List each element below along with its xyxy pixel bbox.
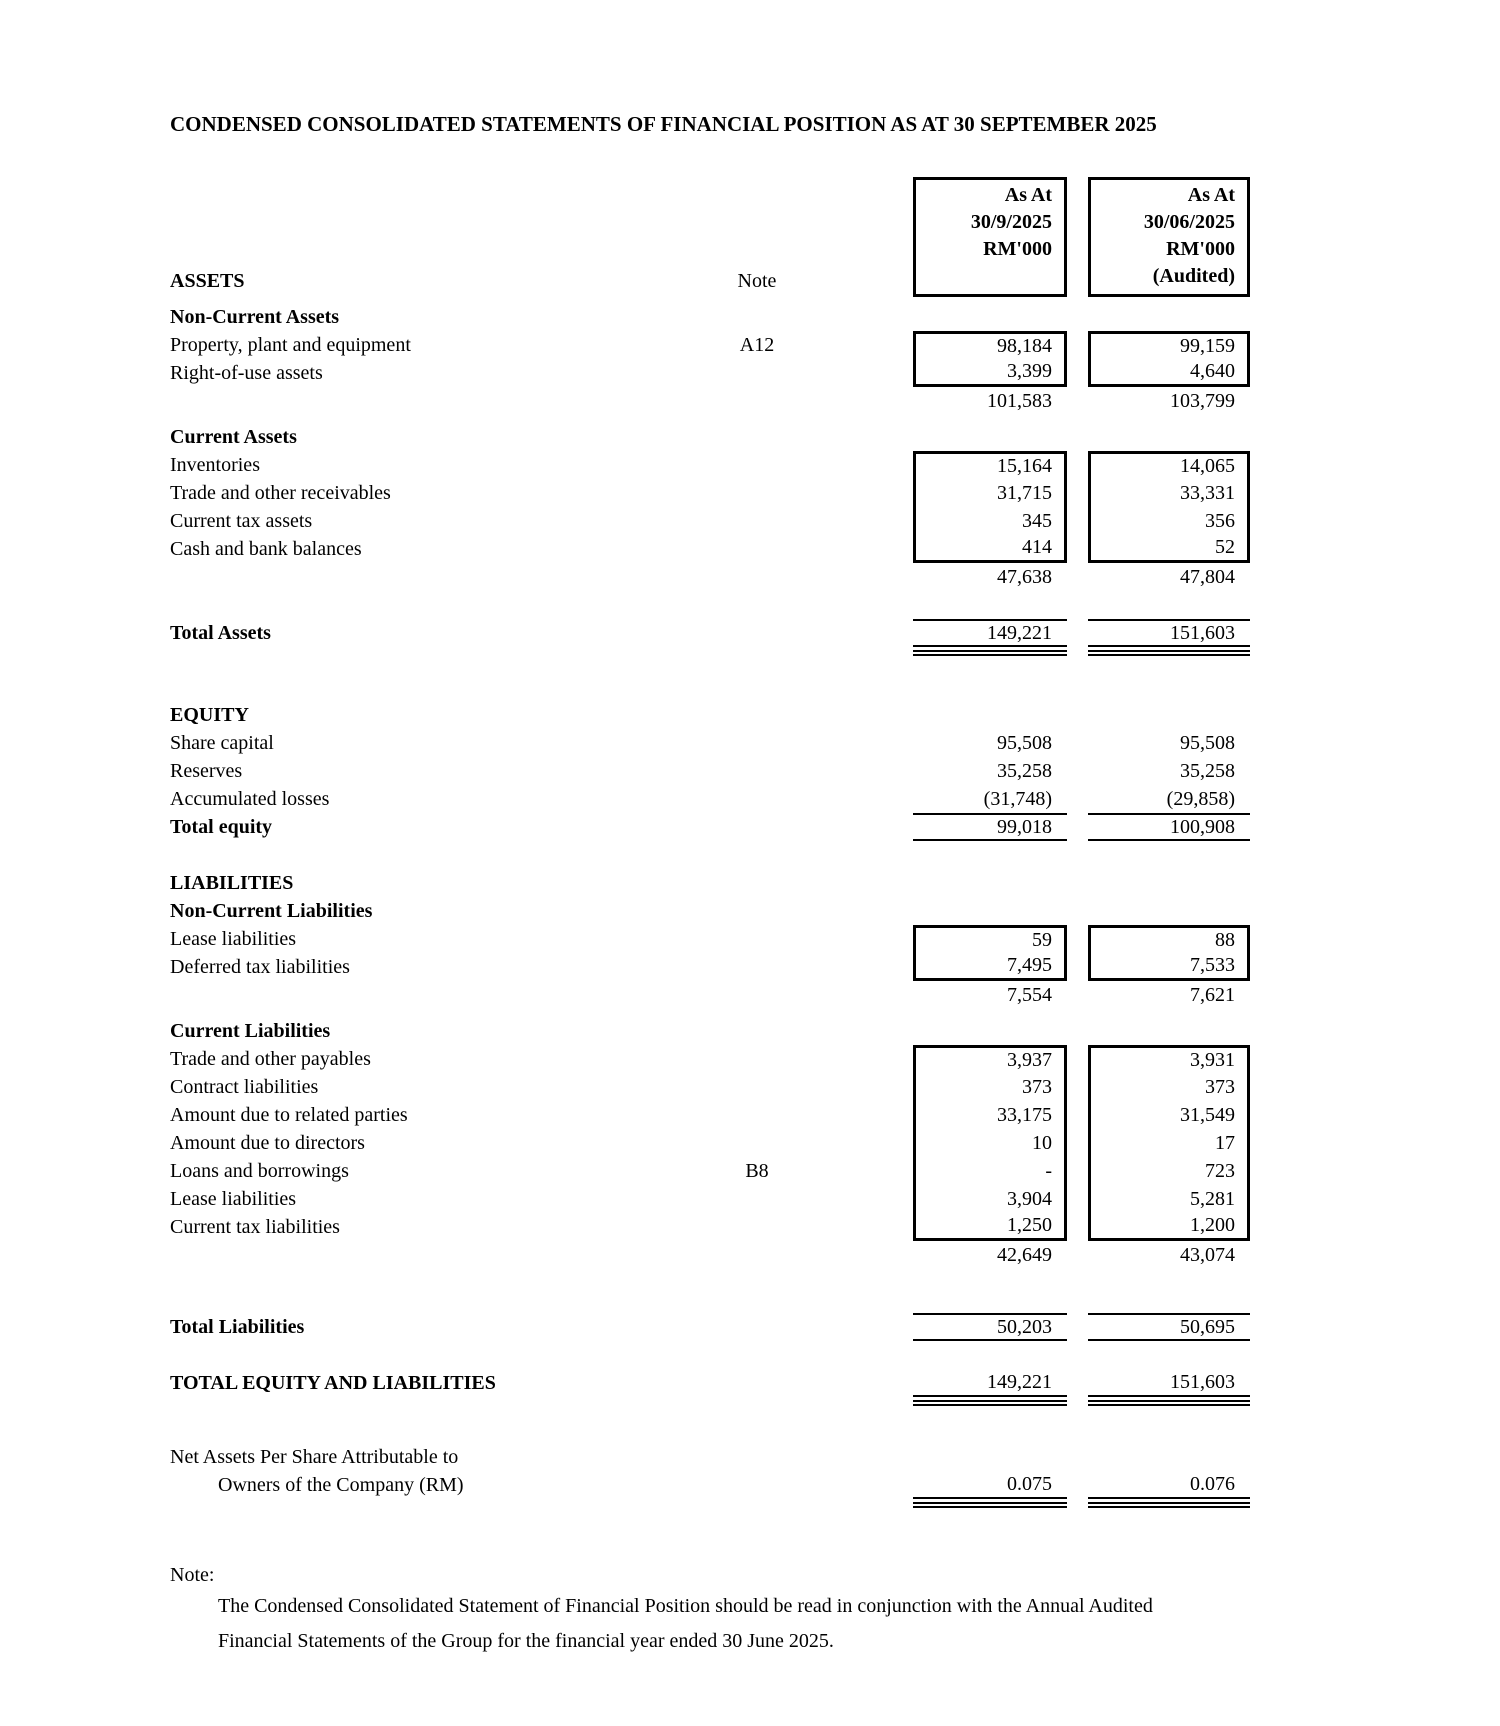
table-row <box>170 535 1500 563</box>
current-assets-subtotal-prior: 47,804 <box>1180 565 1235 588</box>
payables-value-current: 3,937 <box>913 1045 1067 1073</box>
current-liabilities-heading: Current Liabilities <box>170 1019 331 1042</box>
row-total-equity-and-liabilities <box>170 1369 1500 1397</box>
receivables-value-current: 31,715 <box>913 479 1067 507</box>
total-assets-label: Total Assets <box>170 621 271 644</box>
accumulated-losses-value-prior: (29,858) <box>1166 787 1235 810</box>
net-assets-per-share-double-rule <box>170 1499 1500 1509</box>
reserves-value-prior: 35,258 <box>1180 759 1235 782</box>
lease-liabilities-c-value-prior: 5,281 <box>1088 1185 1250 1213</box>
accumulated-losses-label: Accumulated losses <box>170 787 330 810</box>
ppe-value-prior: 99,159 <box>1088 331 1250 359</box>
non-current-assets-subtotal-current: 101,583 <box>987 389 1052 412</box>
spacer <box>170 1269 1500 1313</box>
total-assets-value-current: 149,221 <box>913 619 1067 647</box>
reserves-value-current: 35,258 <box>997 759 1052 782</box>
total-equity-value-current: 99,018 <box>913 813 1067 841</box>
spacer <box>170 1009 1500 1017</box>
current-tax-liabilities-value-prior: 1,200 <box>1088 1213 1250 1241</box>
table-row <box>170 757 1500 785</box>
directors-value-prior: 17 <box>1088 1129 1250 1157</box>
row-liabilities-heading <box>170 869 1500 897</box>
table-row <box>170 1101 1500 1129</box>
deferred-tax-value-prior: 7,533 <box>1088 953 1250 981</box>
current-liabilities-subtotal-prior: 43,074 <box>1180 1243 1235 1266</box>
col2-line1: As At <box>1187 184 1235 206</box>
related-parties-value-prior: 31,549 <box>1088 1101 1250 1129</box>
col1-line3: RM'000 <box>983 238 1052 260</box>
statement-title: CONDENSED CONSOLIDATED STATEMENTS OF FINANCIAL POSITION AS AT 30 SEPTEMBER 2025 <box>170 112 1157 136</box>
col2-line3: RM'000 <box>1166 238 1235 260</box>
row-equity-heading <box>170 701 1500 729</box>
lease-liabilities-nc-value-current: 59 <box>913 925 1067 953</box>
double-rule <box>913 650 1067 656</box>
receivables-label: Trade and other receivables <box>170 481 391 504</box>
ppe-label: Property, plant and equipment <box>170 333 411 356</box>
col1-line1: As At <box>1004 184 1052 206</box>
col2-line4: (Audited) <box>1152 265 1235 287</box>
row-non-current-liabilities-heading <box>170 897 1500 925</box>
contract-liabilities-value-prior: 373 <box>1088 1073 1250 1101</box>
row-net-assets-per-share-line2 <box>170 1471 1500 1499</box>
footnote-heading: Note: <box>170 1564 215 1586</box>
net-assets-per-share-label-line1: Net Assets Per Share Attributable to <box>170 1445 459 1468</box>
contract-liabilities-label: Contract liabilities <box>170 1075 319 1098</box>
current-liabilities-subtotal-current: 42,649 <box>997 1243 1052 1266</box>
non-current-liabilities-heading: Non-Current Liabilities <box>170 899 373 922</box>
table-row <box>170 331 1500 359</box>
column-header-current-period <box>913 177 1067 297</box>
table-row <box>170 507 1500 535</box>
row-current-assets-heading <box>170 423 1500 451</box>
row-non-current-assets-subtotal <box>170 387 1500 415</box>
double-rule <box>1088 1400 1250 1406</box>
cash-label: Cash and bank balances <box>170 537 362 560</box>
loans-borrowings-label: Loans and borrowings <box>170 1159 349 1182</box>
lease-liabilities-nc-value-prior: 88 <box>1088 925 1250 953</box>
liabilities-heading: LIABILITIES <box>170 871 294 894</box>
rou-label: Right-of-use assets <box>170 361 323 384</box>
deferred-tax-label: Deferred tax liabilities <box>170 955 350 978</box>
current-assets-heading: Current Assets <box>170 425 297 448</box>
ppe-note: A12 <box>739 333 775 356</box>
spacer <box>170 415 1500 423</box>
current-tax-liabilities-value-current: 1,250 <box>913 1213 1067 1241</box>
non-current-liabilities-subtotal-prior: 7,621 <box>1190 983 1235 1006</box>
footnote-text: The Condensed Consolidated Statement of Financial Position should be read in conjunction with the Annual Audited Financial Statements of the Group for the financial year ended 30 June 2025. <box>218 1595 1153 1652</box>
table-row <box>170 785 1500 813</box>
total-assets-double-rule <box>170 647 1500 657</box>
payables-value-prior: 3,931 <box>1088 1045 1250 1073</box>
receivables-value-prior: 33,331 <box>1088 479 1250 507</box>
directors-value-current: 10 <box>913 1129 1067 1157</box>
total-liabilities-value-prior: 50,695 <box>1088 1313 1250 1341</box>
loans-borrowings-value-current: - <box>913 1157 1067 1185</box>
net-assets-per-share-value-current: 0.075 <box>913 1471 1067 1499</box>
table-row <box>170 1213 1500 1241</box>
total-equity-label: Total equity <box>170 815 273 838</box>
current-tax-assets-value-prior: 356 <box>1088 507 1250 535</box>
payables-label: Trade and other payables <box>170 1047 371 1070</box>
col1-line2: 30/9/2025 <box>970 211 1052 233</box>
deferred-tax-value-current: 7,495 <box>913 953 1067 981</box>
equity-heading: EQUITY <box>170 703 249 726</box>
row-current-liabilities-subtotal <box>170 1241 1500 1269</box>
cash-value-current: 414 <box>913 535 1067 563</box>
rou-value-current: 3,399 <box>913 359 1067 387</box>
non-current-assets-heading: Non-Current Assets <box>170 305 340 328</box>
share-capital-value-prior: 95,508 <box>1180 731 1235 754</box>
row-total-equity <box>170 813 1500 841</box>
current-assets-subtotal-current: 47,638 <box>997 565 1052 588</box>
reserves-label: Reserves <box>170 759 243 782</box>
inventories-label: Inventories <box>170 453 260 476</box>
share-capital-label: Share capital <box>170 731 274 754</box>
row-non-current-assets-heading <box>170 303 1500 331</box>
total-equity-liabilities-double-rule <box>170 1397 1500 1407</box>
table-row <box>170 479 1500 507</box>
directors-label: Amount due to directors <box>170 1131 365 1154</box>
accumulated-losses-value-current: (31,748) <box>983 787 1052 810</box>
lease-liabilities-nc-label: Lease liabilities <box>170 927 297 950</box>
loans-borrowings-value-prior: 723 <box>1088 1157 1250 1185</box>
table-row <box>170 1185 1500 1213</box>
non-current-liabilities-subtotal-current: 7,554 <box>1007 983 1052 1006</box>
total-assets-value-prior: 151,603 <box>1088 619 1250 647</box>
contract-liabilities-value-current: 373 <box>913 1073 1067 1101</box>
row-current-liabilities-heading <box>170 1017 1500 1045</box>
rou-value-prior: 4,640 <box>1088 359 1250 387</box>
non-current-assets-subtotal-prior: 103,799 <box>1170 389 1235 412</box>
row-non-current-liabilities-subtotal <box>170 981 1500 1009</box>
double-rule <box>1088 650 1250 656</box>
current-tax-assets-label: Current tax assets <box>170 509 313 532</box>
table-row <box>170 451 1500 479</box>
spacer <box>170 1341 1500 1369</box>
share-capital-value-current: 95,508 <box>997 731 1052 754</box>
ppe-value-current: 98,184 <box>913 331 1067 359</box>
total-equity-liabilities-value-prior: 151,603 <box>1088 1369 1250 1397</box>
table-row <box>170 1129 1500 1157</box>
row-current-assets-subtotal <box>170 563 1500 591</box>
inventories-value-current: 15,164 <box>913 451 1067 479</box>
row-net-assets-per-share-line1 <box>170 1443 1500 1471</box>
total-liabilities-value-current: 50,203 <box>913 1313 1067 1341</box>
loans-borrowings-note: B8 <box>745 1159 769 1182</box>
double-rule <box>913 1502 1067 1508</box>
row-total-liabilities <box>170 1313 1500 1341</box>
table-row <box>170 1073 1500 1101</box>
total-equity-liabilities-value-current: 149,221 <box>913 1369 1067 1397</box>
total-liabilities-label: Total Liabilities <box>170 1315 305 1338</box>
table-row <box>170 1157 1500 1185</box>
current-tax-liabilities-label: Current tax liabilities <box>170 1215 340 1238</box>
table-row <box>170 925 1500 953</box>
lease-liabilities-c-value-current: 3,904 <box>913 1185 1067 1213</box>
note-column-header: Note <box>737 270 777 292</box>
column-header-row <box>170 177 1500 297</box>
current-tax-assets-value-current: 345 <box>913 507 1067 535</box>
inventories-value-prior: 14,065 <box>1088 451 1250 479</box>
related-parties-value-current: 33,175 <box>913 1101 1067 1129</box>
table-row <box>170 953 1500 981</box>
table-row <box>170 359 1500 387</box>
spacer <box>170 1407 1500 1443</box>
row-total-assets <box>170 619 1500 647</box>
double-rule <box>913 1400 1067 1406</box>
assets-section-heading: ASSETS <box>170 270 245 292</box>
table-row <box>170 1045 1500 1073</box>
cash-value-prior: 52 <box>1088 535 1250 563</box>
total-equity-value-prior: 100,908 <box>1088 813 1250 841</box>
table-row <box>170 729 1500 757</box>
spacer <box>170 841 1500 869</box>
net-assets-per-share-value-prior: 0.076 <box>1088 1471 1250 1499</box>
spacer <box>170 591 1500 619</box>
lease-liabilities-c-label: Lease liabilities <box>170 1187 297 1210</box>
column-header-prior-period <box>1088 177 1250 297</box>
related-parties-label: Amount due to related parties <box>170 1103 408 1126</box>
total-equity-liabilities-label: TOTAL EQUITY AND LIABILITIES <box>170 1371 496 1394</box>
net-assets-per-share-label-line2: Owners of the Company (RM) <box>218 1473 464 1496</box>
col2-line2: 30/06/2025 <box>1143 211 1235 233</box>
spacer <box>170 657 1500 701</box>
double-rule <box>1088 1502 1250 1508</box>
